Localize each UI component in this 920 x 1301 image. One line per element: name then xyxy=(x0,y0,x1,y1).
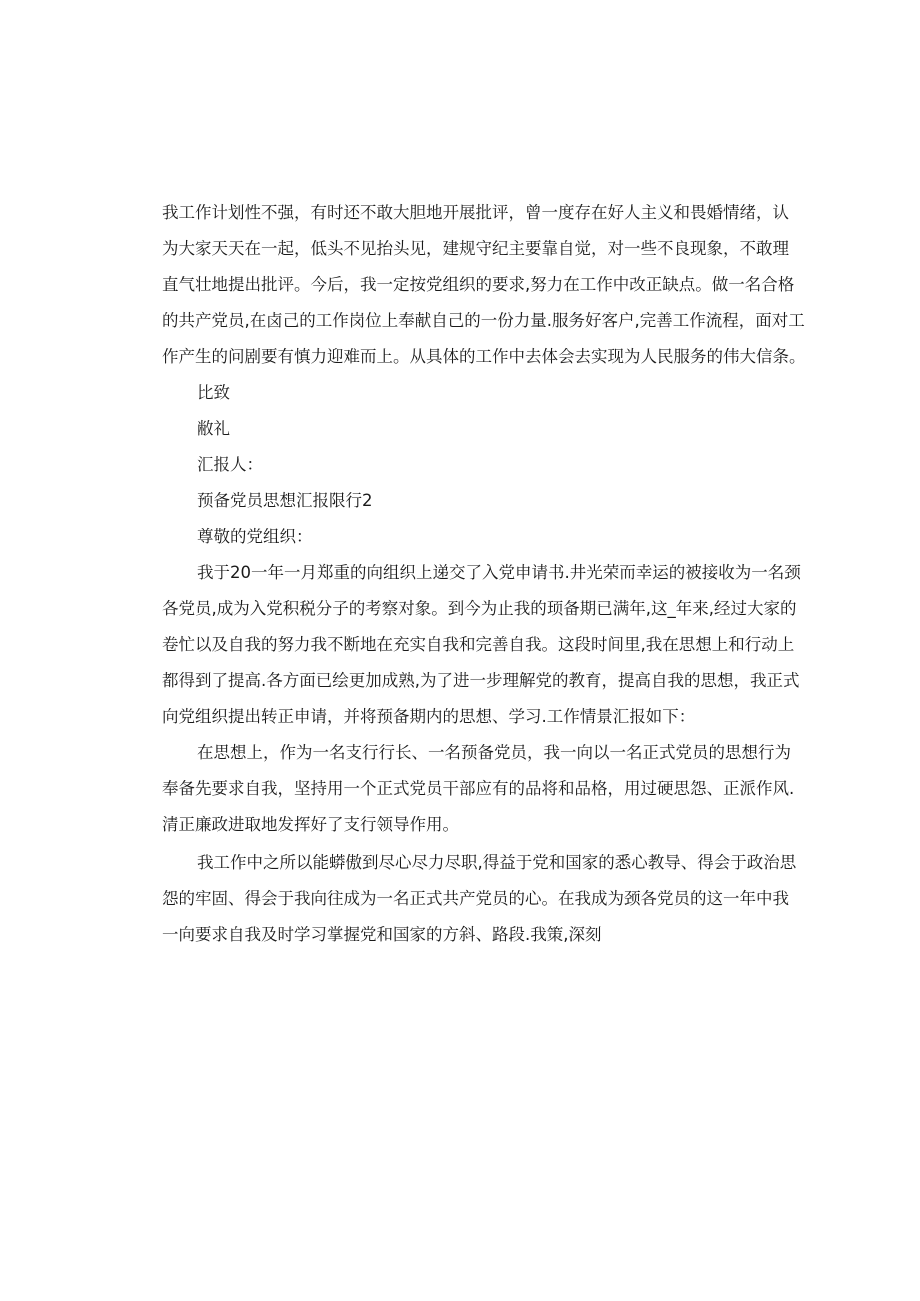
text-line: 我工作计划性不强，有时还不敢大胆地开展批评，曾一度存在好人主义和畏婚情绪，认 xyxy=(162,203,789,222)
section-title: 预备党员思想汇报限行2 xyxy=(197,491,373,510)
salutation: 尊敬的党组织： xyxy=(197,527,313,546)
closing-line: 比致 xyxy=(197,383,230,402)
text-line: 作产生的问剧要有慎力迎难而上。从具体的工作中去体会去实现为人民服务的伟大信条。 xyxy=(162,347,806,366)
text-line: 一向要求自我及时学习掌握党和国家的方斜、路段.我策,深刻 xyxy=(162,925,602,944)
text-line: 的共产党员,在卤己的工作岗位上奉献自己的一份力量.服务好客户,完善工作流程，面对工 xyxy=(162,311,805,330)
text-line: 直气壮地提出批评。今后，我一定按党组织的要求,努力在工作中改正缺点。做一名合格 xyxy=(162,275,795,294)
text-line: 我于20一年一月郑重的向组织上递交了入党申请书.井光荣而幸运的被接收为一名颈 xyxy=(197,563,801,582)
text-line: 清正廉政进取地发挥好了支行领导作用。 xyxy=(162,815,459,834)
text-line: 卷忙以及自我的努力我不断地在充实自我和完善自我。这段时间里,我在思想上和行动上 xyxy=(162,635,795,654)
text-line: 为大家天天在一起，低头不见抬头见，建规守纪主要靠自觉，对一些不良现象，不敢理 xyxy=(162,239,789,258)
signature-label: 汇报人： xyxy=(197,455,263,474)
text-line: 在思想上，作为一名支行行长、一名预备党员，我一向以一名正式党员的思想行为 xyxy=(197,743,791,762)
text-line: 奉备先要求自我，坚持用一个正式党员干部应有的品将和品格，用过硬思怨、正派作风. xyxy=(162,779,795,798)
text-line: 各党员,成为入党积税分子的考察对象。到今为止我的顼备期已满年,这_年来,经过大家的 xyxy=(162,599,797,618)
text-line: 都得到了提高.各方面已绘更加成熟,为了进一步理解党的教育，提高自我的思想，我正式 xyxy=(162,671,800,690)
text-line: 怨的牢固、得会于我向往成为一名正式共产党员的心。在我成为颈各党员的这一年中我 xyxy=(162,889,789,908)
document-body xyxy=(162,195,806,953)
closing-line: 敝礼 xyxy=(197,419,230,438)
text-line: 向党组织提出转正申请，并将预备期内的思想、学习.工作情景汇报如下： xyxy=(162,707,696,726)
text-line: 我工作中之所以能蟒傲到尽心尽力尽职,得益于党和国家的悉心教导、得会于政治思 xyxy=(197,853,797,872)
